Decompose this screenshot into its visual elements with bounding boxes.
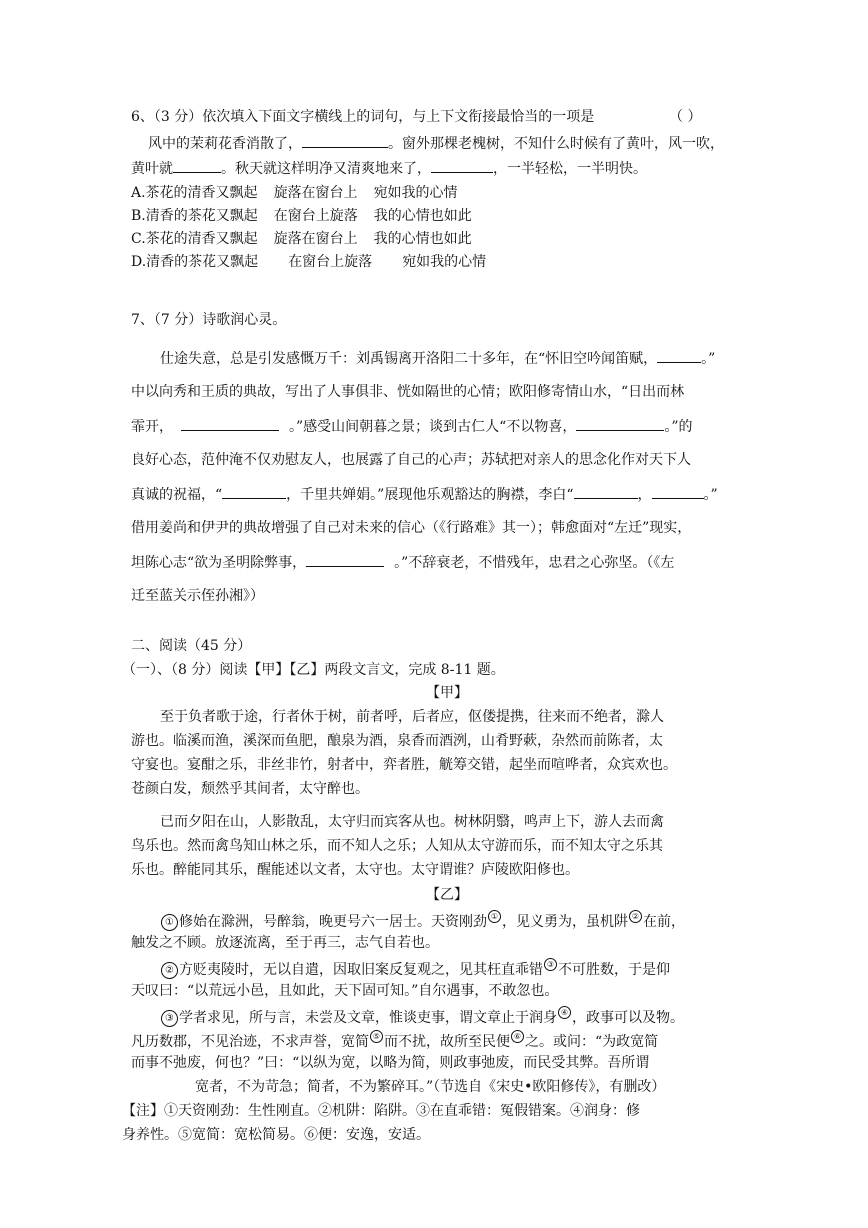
q7-blank-7 [306,553,384,567]
jia-line-6: 鸟乐也。然而禽鸟知山林之乐，而不知人之乐；人知从太守游而乐，而不知太守之乐其 [131,838,663,854]
yi-line-6: 凡历数郡，不见治迹，不求声誉，宽简 ⑤ 而不扰，故所至民便 ⑥ 之。或问：“为政宽简 [131,1032,659,1050]
q7-line-7: 坦陈心志“欲为圣明除弊事， 。”不辞衰老，不惜残年，忠君之心弥坚。（《左 [131,555,675,571]
q7-line-4: 良好心态，范仲淹不仅劝慰友人，也展露了自己的心声；苏轼把对亲人的思念化作对天下人 [131,452,691,468]
q7-line-3: 霏开， 。”感受山间朝暮之景；谈到古仁人“不以物喜， 。”的 [131,419,693,435]
jia-line-7: 乐也。醉能同其乐，醒能述以文者，太守也。太守谓谁？庐陵欧阳修也。 [131,862,579,878]
q7-blank-2 [181,417,279,431]
q6-option-c: C.茶花的清香又飘起 旋落在窗台上 我的心情也如此 [131,231,472,247]
note-mark-4: ④ [558,1006,571,1019]
notes-line-2: 身养性。⑤宽简：宽松简易。⑥便：安逸，安适。 [122,1127,430,1143]
yi-line-4: 天叹曰：“以荒远小邑，且如此，天下固可知。”自尔遇事，不敢忽也。 [131,983,559,999]
q7-line-5: 真诚的祝福，“ ，千里共婵娟。”展现他乐观豁达的胸襟，李白“ ， 。” [131,487,718,503]
section-2-heading: 二、阅读（45 分） [131,638,252,654]
q6-blank-1 [302,134,388,148]
q7-blank-6 [652,485,704,499]
note-mark-5: ⑤ [370,1030,383,1043]
q6-option-a: A.茶花的清香又飘起 旋落在窗台上 宛如我的心情 [131,185,458,201]
q7-line-1: 仕途失意，总是引发感慨万千：刘禹锡离开洛阳二十多年，在“怀旧空吟闻笛赋， 。” [160,351,716,367]
note-mark-2: ② [629,910,642,923]
note-mark-3: ③ [544,958,557,971]
yi-line-8: 宽者，不为苛急；简者，不为繁碎耳。”（节选自《宋史•欧阳修传》，有删改） [195,1079,666,1095]
jia-line-5: 已而夕阳在山，人影散乱，太守归而宾客从也。树林阴翳，鸣声上下，游人去而禽 [160,814,664,830]
q7-line-6: 借用姜尚和伊尹的典故增强了自己对未来的信心（《行路难》其一）；韩愈面对“左迁”现实， [131,520,692,536]
q6-passage-line-2: 黄叶就 。秋天就这样明净又清爽地来了， ，一半轻松，一半明快。 [131,161,647,177]
yi-line-1: ① 修始在滁洲，号醉翁，晚更号六一居士。天资刚劲 ① ，见义勇为，虽机阱 ② 在前， [160,910,685,931]
q6-answer-paren: （ ） [669,109,702,125]
jia-line-3: 守宴也。宴酣之乐，非丝非竹，射者中，弈者胜，觥筹交错，起坐而喧哗者，众宾欢也。 [131,757,677,773]
notes-line-1: 【注】①天资刚劲：生性刚直。②机阱：陷阱。③在直乖错：冤假错案。④润身：修 [122,1103,640,1119]
q6-passage-line-1: 风中的茉莉花香消散了， 。窗外那棵老槐树，不知什么时候有了黄叶，风一吹， [148,136,724,152]
q6-option-d: D.清香的茶花又飘起 在窗台上旋落 宛如我的心情 [131,254,487,270]
q6-blank-2 [173,159,221,173]
note-mark-6: ⑥ [511,1030,524,1043]
q6-blank-3 [431,159,493,173]
q7-blank-4 [222,485,286,499]
q7-blank-1 [657,349,701,363]
jia-line-2: 游也。临溪而渔，溪深而鱼肥，酿泉为酒，泉香而酒洌，山肴野蔌，杂然而前陈者，太 [131,733,663,749]
passage-jia-label: 【甲】 [426,685,468,701]
q7-blank-3 [576,417,664,431]
yi-line-2: 触发之不顾。放逐流离，至于再三，志气自若也。 [131,935,439,951]
q7-line-2: 中以向秀和王质的典故，写出了人事俱非、恍如隔世的心情；欧阳修寄情山水，“日出而林 [131,384,685,400]
section-2-intro: （一）、（8 分）阅读【甲】【乙】两段文言文，完成 8-11 题。 [122,662,505,678]
q6-stem: 6、（3 分）依次填入下面文字横线上的词句，与上下文衔接最恰当的一项是 [131,109,595,125]
q6-stem-line [131,108,594,126]
q7-blank-5 [574,485,638,499]
paragraph-number-3: ③ [161,1010,178,1027]
yi-line-5: ③ 学者求见，所与言，未尝及文章，惟谈吏事，谓文章止于润身 ④ ，政事可以及物。 [160,1006,684,1027]
yi-line-7: 而事不弛废，何也？”曰：“以纵为宽，以略为简，则政事弛废，而民受其弊。吾所谓 [131,1055,650,1071]
jia-line-4: 苍颜白发，颓然乎其间者，太守醉也。 [131,781,369,797]
q7-title: 7、（7 分）诗歌润心灵。 [131,312,287,328]
jia-line-1: 至于负者歌于途，行者休于树，前者呼，后者应，伛偻提携，往来而不绝者，滁人 [160,709,664,725]
paragraph-number-2: ② [161,962,178,979]
q7-line-8: 迁至蓝关示侄孙湘》） [131,588,264,604]
note-mark-1: ① [488,910,501,923]
passage-yi-label: 【乙】 [426,887,468,903]
q6-option-b: B.清香的茶花又飘起 在窗台上旋落 我的心情也如此 [131,208,472,224]
yi-line-3: ② 方贬夷陵时，无以自遣，因取旧案反复观之，见其枉直乖错 ③ 不可胜数，于是仰 [160,958,670,979]
paragraph-number-1: ① [161,914,178,931]
